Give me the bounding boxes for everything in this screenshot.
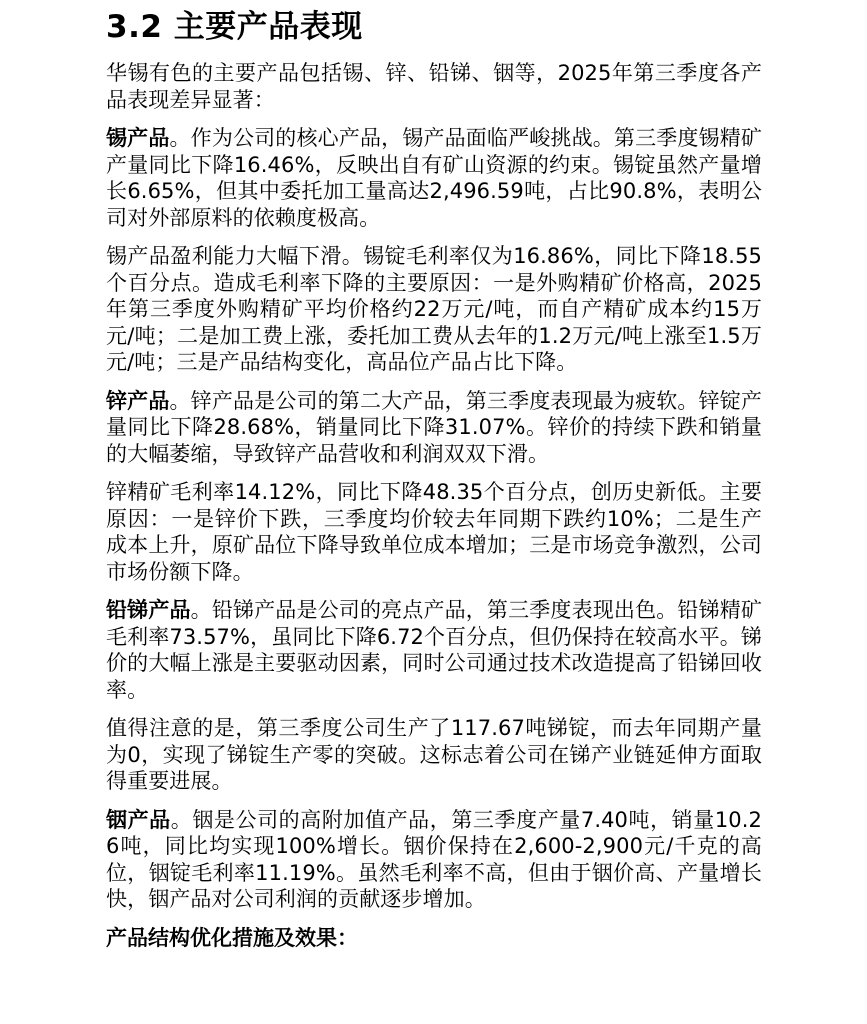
lead-antimony-product-text: 。铅锑产品是公司的亮点产品，第三季度表现出色。铅锑精矿毛利率73.57%，虽同比下降6.72个百分点，但仍保持在较高水平。锑价的大幅上涨是主要驱动因素，同时公司通过技术改造提高了铅锑回收率。	[106, 598, 762, 702]
antimony-ingot-paragraph: 值得注意的是，第三季度公司生产了117.67吨锑锭，而去年同期产量为0，实现了锑锭生产零的突破。这标志着公司在锑产业链延伸方面取得重要进展。	[106, 716, 762, 793]
tin-product-paragraph	[106, 125, 762, 231]
tin-product-lead: 锡产品	[106, 126, 170, 150]
zinc-product-lead: 锌产品	[106, 388, 170, 413]
indium-product-lead: 铟产品	[106, 807, 171, 832]
indium-product-paragraph	[106, 807, 762, 913]
zinc-margin-paragraph: 锌精矿毛利率14.12%，同比下降48.35个百分点，创历史新低。主要原因：一是锌价下跌，三季度均价较去年同期下跌约10%；二是生产成本上升，原矿品位下降导致单位成本增加；三是市场竞争激烈，公司市场份额下降。	[106, 480, 762, 584]
lead-antimony-product-lead: 铅锑产品	[106, 598, 191, 622]
document-body	[106, 8, 762, 951]
next-section-heading: 产品结构优化措施及效果：	[106, 925, 358, 950]
section-title: 3.2 主要产品表现	[106, 9, 363, 45]
intro-paragraph: 华锡有色的主要产品包括锡、锌、铅锑、铟等，2025年第三季度各产品表现差异显著：	[106, 61, 762, 112]
zinc-product-paragraph	[106, 388, 762, 468]
tin-profit-paragraph: 锡产品盈利能力大幅下滑。锡锭毛利率仅为16.86%，同比下降18.55个百分点。造成毛利率下降的主要原因：一是外购精矿价格高，2025年第三季度外购精矿平均价格约22万元/吨，而自产精矿成本约15万元/吨；二是加工费上涨，委托加工费从去年的1.2万元/吨上涨至1.5万元/吨；三是产品结构变化，高品位产品占比下降。	[106, 244, 762, 374]
tin-product-text: 。作为公司的核心产品，锡产品面临严峻挑战。第三季度锡精矿产量同比下降16.46%，反映出自有矿山资源的约束。锡锭虽然产量增长6.65%，但其中委托加工量高达2,496.59吨，占比90.8%，表明公司对外部原料的依赖度极高。	[106, 126, 762, 230]
zinc-product-text: 。锌产品是公司的第二大产品，第三季度表现最为疲软。锌锭产量同比下降28.68%，销量同比下降31.07%。锌价的持续下跌和销量的大幅萎缩，导致锌产品营收和利润双双下滑。	[106, 388, 762, 466]
indium-product-text: 。铟是公司的高附加值产品，第三季度产量7.40吨，销量10.26吨，同比均实现100%增长。铟价保持在2,600-2,900元/千克的高位，铟锭毛利率11.19%。虽然毛利率不高，但由于铟价高、产量增长快，铟产品对公司利润的贡献逐步增加。	[106, 807, 762, 911]
lead-antimony-product-paragraph	[106, 597, 762, 703]
